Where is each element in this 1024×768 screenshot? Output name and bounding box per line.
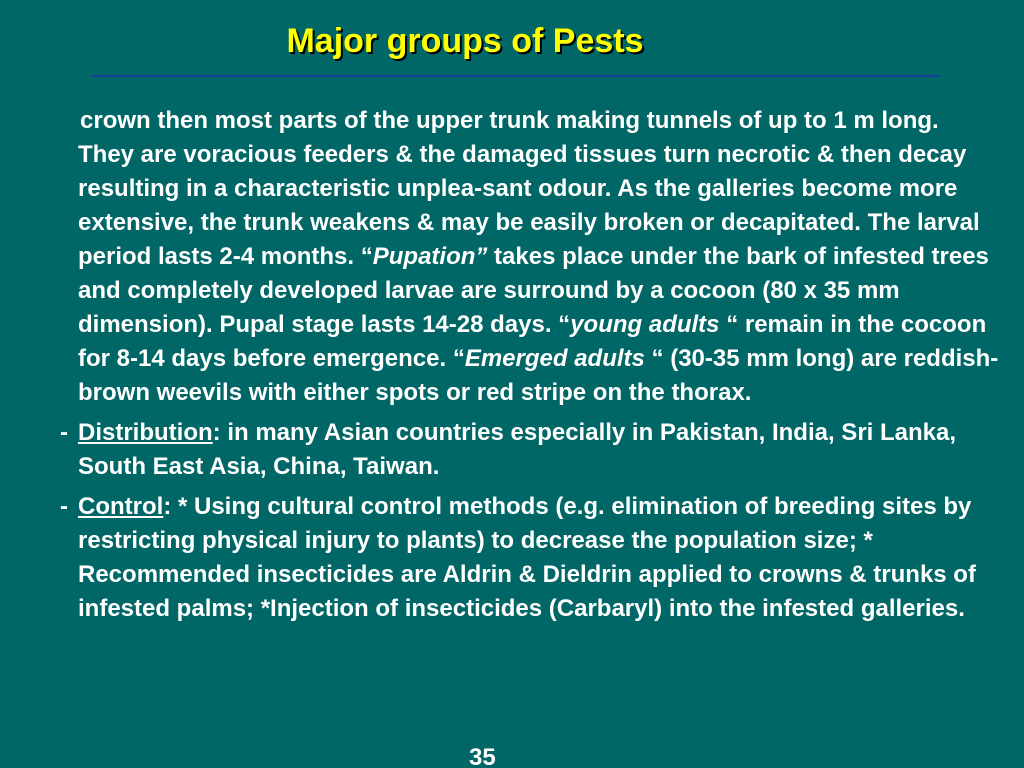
young-adults-term: young adults [570, 311, 720, 338]
description-text-b: takes place under the bark of infested trees and completely developed larvae are surround by a cocoon (80 x 35 mm dimension). Pupal stage lasts 14-28 days. “ [78, 243, 989, 338]
description-paragraph [60, 104, 1000, 410]
description-text-d: “ (30-35 mm long) are reddish-brown weevils with either spots or red stripe on the thorax. [78, 345, 999, 406]
control-item [60, 490, 1000, 626]
control-text: : * Using cultural control methods (e.g. elimination of breeding sites by restricting physical injury to plants) to decrease the population size; * Recommended insecticides are Aldrin & Dieldrin applied to crowns & trunks of infested palms; *Injection of insecticides (Carbaryl) into the infested galleries. [78, 493, 976, 622]
distribution-dash: - [60, 419, 68, 446]
description-text-c: “ remain in the cocoon for 8-14 days before emergence. “ [78, 311, 987, 372]
distribution-label: Distribution [78, 419, 213, 446]
emerged-adults-term: Emerged adults [464, 345, 645, 372]
control-dash: - [60, 493, 68, 520]
pupation-term: Pupation” [372, 243, 488, 270]
slide-title: Major groups of Pests [286, 22, 644, 60]
description-text-a: crown then most parts of the upper trunk making tunnels of up to 1 m long. They are voracious feeders & the damaged tissues turn necrotic & then decay resulting in a characteristic unplea-sant odour. As the galleries become more extensive, the trunk weakens & may be easily broken or decapitated. The larval period lasts 2-4 months. “ [78, 107, 980, 270]
page-number: 35 [469, 744, 496, 768]
title-divider [92, 75, 940, 77]
control-label: Control [78, 493, 164, 520]
slide-body [60, 104, 1000, 626]
distribution-item [60, 416, 1000, 484]
distribution-text: : in many Asian countries especially in Pakistan, India, Sri Lanka, South East Asia, China, Taiwan. [78, 419, 957, 480]
